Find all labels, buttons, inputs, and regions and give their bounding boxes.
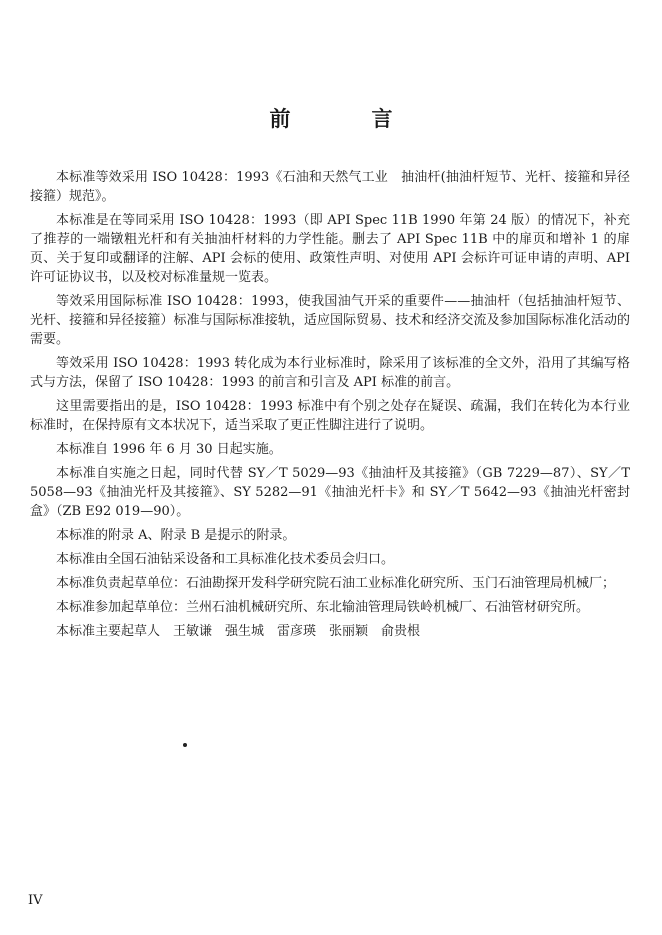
- paragraph-replacements: 本标准自实施之日起，同时代替 SY／T 5029—93《抽油杆及其接箍》（GB 7229—87）、SY／T 5058—93《抽油光杆及其接箍》、SY 5282—91《抽油光杆卡》和 SY／T 5642—93《抽油光杆密封盒》（ZB E92 019—90）。: [30, 466, 630, 519]
- page-title: 前 言: [269, 106, 423, 131]
- paragraph-purpose: 等效采用国际标准 ISO 10428：1993，使我国油气开采的重要件——抽油杆（包括抽油杆短节、光杆、接箍和异径接箍）标准与国际标准接轨，适应国际贸易、技术和经济交流及参加国际标准化活动的需要。: [30, 294, 630, 347]
- paragraph-corrections: 这里需要指出的是，ISO 10428：1993 标准中有个别之处存在疑误、疏漏，我们在转化为本行业标准时，在保持原有文本状况下，适当采取了更正性脚注进行了说明。: [30, 399, 630, 433]
- scan-speck: [183, 743, 187, 747]
- paragraph-effective-date: 本标准自 1996 年 6 月 30 日起实施。: [56, 442, 282, 457]
- page-number: IV: [28, 893, 43, 908]
- paragraph-adoption: 本标准等效采用 ISO 10428：1993《石油和天然气工业 抽油杆(抽油杆短节、光杆、接箍和异径接箍）规范》。: [30, 170, 630, 204]
- preface-body: [30, 168, 630, 646]
- paragraph-lead-drafters: 本标准负责起草单位：石油勘探开发科学研究院石油工业标准化研究所、玉门石油管理局机械厂；: [56, 576, 616, 591]
- paragraph-appendices: 本标准的附录 A、附录 B 是提示的附录。: [56, 528, 296, 543]
- paragraph-equivalence: 本标准是在等同采用 ISO 10428：1993（即 API Spec 11B 1990 年第 24 版）的情况下，补充了推荐的一端镦粗光杆和有关抽油杆材料的力学性能。删去了 API Spec 11B 中的扉页和增补 1 的扉页、关于复印或翻译的注解、API 会标的使用、政策性声明、对使用 API 会标许可证申请的声明、API 许可证协议书，以及校对标准量规一览表。: [30, 213, 630, 285]
- paragraph-participating-drafters: 本标准参加起草单位：兰州石油机械研究所、东北输油管理局铁岭机械厂、石油管材研究所。: [56, 600, 590, 615]
- paragraph-committee: 本标准由全国石油钻采设备和工具标准化技术委员会归口。: [56, 552, 395, 567]
- paragraph-format: 等效采用 ISO 10428：1993 转化成为本行业标准时，除采用了该标准的全文外，沿用了其编写格式与方法，保留了 ISO 10428：1993 的前言和引言及 API 标准的前言。: [30, 356, 630, 390]
- paragraph-authors: 本标准主要起草人 王敏谦 强生城 雷彦瑛 张丽颖 俞贵根: [56, 624, 421, 639]
